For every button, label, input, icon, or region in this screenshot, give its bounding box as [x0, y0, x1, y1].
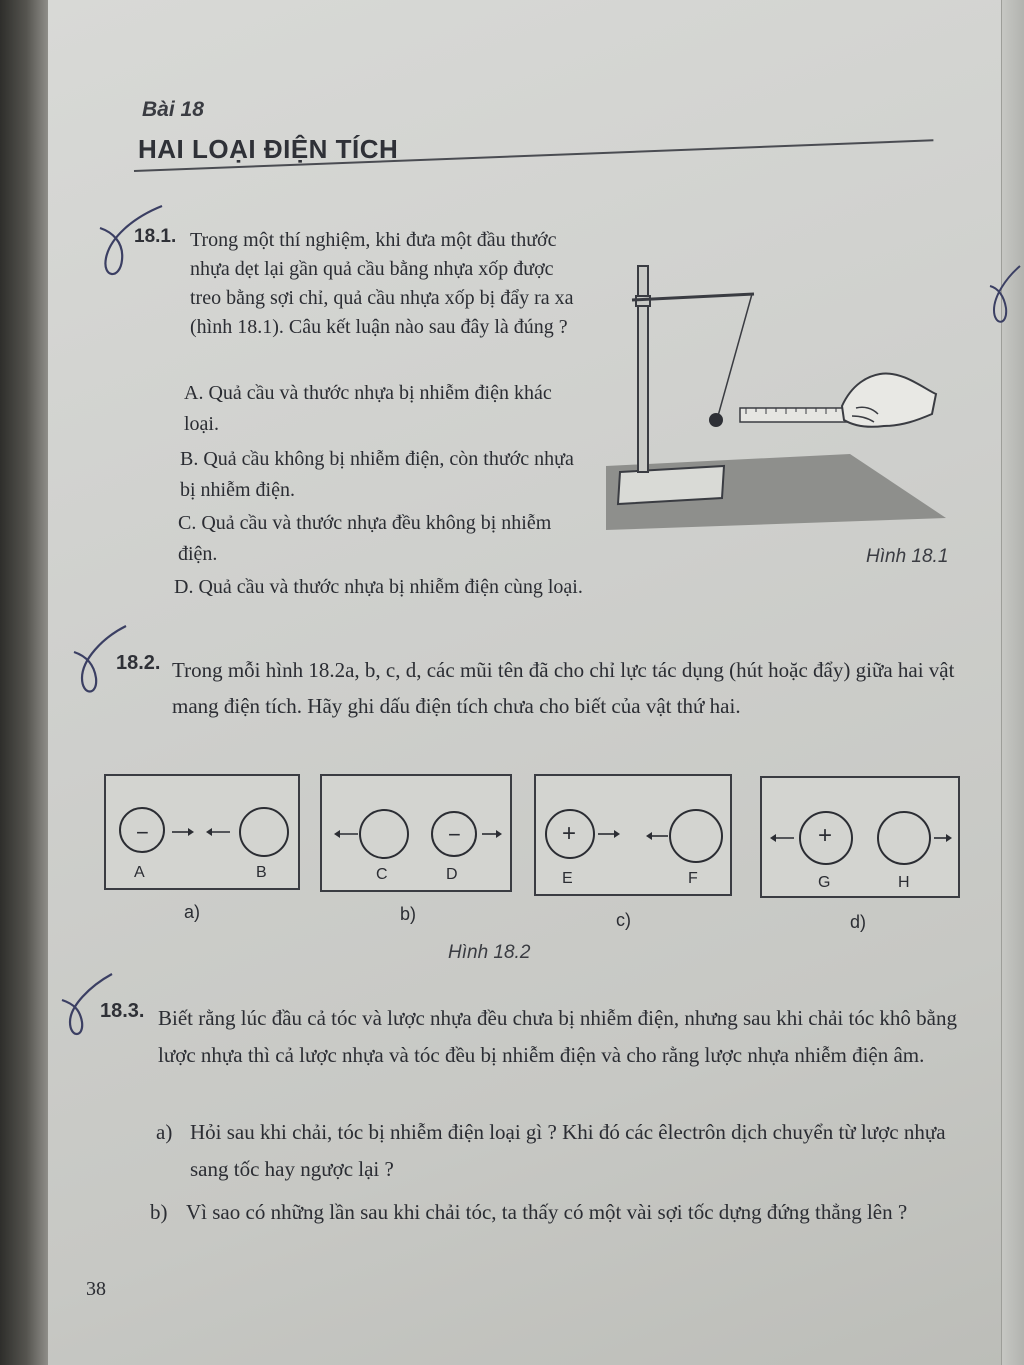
question-number: 18.1. — [134, 226, 177, 247]
option-b: B. Quả cầu không bị nhiễm điện, còn thước nhựa bị nhiễm điện. — [180, 448, 574, 501]
charge-h — [878, 812, 930, 864]
panel-c-label: c) — [616, 910, 631, 930]
panel-d-label: d) — [850, 912, 867, 932]
charge-c — [360, 810, 408, 858]
handwritten-mark-margin — [984, 258, 1024, 338]
sign-g: + — [818, 822, 833, 849]
charge-b — [240, 808, 288, 856]
page-number: 38 — [86, 1278, 106, 1300]
label-d: D — [446, 866, 458, 883]
panel-c — [534, 774, 732, 896]
label-f: F — [688, 870, 698, 887]
question-text: Trong một thí nghiệm, khi đưa một đầu thước nhựa dẹt lại gần quả cầu bằng nhựa xốp được treo bằng sợi chỉ, quả cầu nhựa xốp bị đẩy ra xa (hình 18.1). Câu kết luận nào sau đây là đúng ? — [190, 229, 574, 338]
figure-18-1-caption: Hình 18.1 — [866, 546, 949, 567]
option-a: A. Quả cầu và thước nhựa bị nhiễm điện khác loại. — [184, 382, 552, 435]
sign-e: + — [562, 820, 577, 847]
label-b: B — [256, 864, 267, 881]
sign-a: − — [136, 820, 149, 845]
next-page-edge — [1001, 0, 1024, 1365]
option-c: C. Quả cầu và thước nhựa đều không bị nhiễm điện. — [178, 512, 552, 565]
figure-18-2-caption: Hình 18.2 — [448, 942, 531, 963]
panel-a-label: a) — [184, 902, 201, 922]
figure-18-1-illustration — [606, 258, 946, 530]
question-18-1 — [134, 226, 586, 598]
hand — [842, 373, 936, 426]
label-g: G — [818, 874, 831, 891]
question-number: 18.2. — [116, 652, 161, 674]
thread — [718, 294, 752, 416]
panel-a — [104, 774, 300, 890]
question-text: Trong mỗi hình 18.2a, b, c, d, các mũi tên đã cho chỉ lực tác dụng (hút hoặc đẩy) giữa hai vật mang điện tích. Hãy ghi dấu điện tích chưa cho biết của vật thứ hai. — [172, 658, 955, 718]
panel-b — [320, 774, 512, 892]
charge-f — [670, 810, 722, 862]
book-gutter — [0, 0, 48, 1365]
option-d: D. Quả cầu và thước nhựa bị nhiễm điện cùng loại. — [174, 576, 583, 598]
label-e: E — [562, 870, 573, 887]
stand-base — [618, 466, 724, 504]
question-18-3: 18.3. Biết rằng lúc đầu cả tóc và lược nhựa đều chưa bị nhiễm điện, nhưng sau khi chải tóc khô bằng lược nhựa thì cả lược nhựa và tóc đều bị nhiễm điện và cho rằng lược nhựa nhiễm điện âm. a) Hỏi sau khi chải, tóc bị nhiễm điện loại gì ? Khi đó các êlectrôn dịch chuyển từ lược nhựa sang tốc hay ngược lại ? b) Vì sao có những lần sau khi chải tóc, ta thấy có một vài sợi tốc dựng đứng thẳng lên ? — [100, 1000, 970, 1023]
lesson-label: Bài 18 — [142, 98, 204, 121]
question-number: 18.3. — [100, 1000, 145, 1022]
panel-b-label: b) — [400, 904, 417, 924]
sign-d: − — [448, 822, 461, 847]
question-text: Biết rằng lúc đầu cả tóc và lược nhựa đều chưa bị nhiễm điện, nhưng sau khi chải tóc khô bằng lược nhựa thì cả lược nhựa và tóc đều bị nhiễm điện và cho rằng lược nhựa nhiễm điện âm. — [158, 1006, 957, 1067]
panel-d — [760, 776, 960, 898]
label-h: H — [898, 874, 910, 891]
lesson-title: HAI LOẠI ĐIỆN TÍCH — [138, 134, 399, 164]
label-c: C — [376, 866, 388, 883]
foam-ball — [709, 413, 723, 427]
question-18-2 — [116, 652, 962, 718]
label-a: A — [134, 864, 145, 881]
